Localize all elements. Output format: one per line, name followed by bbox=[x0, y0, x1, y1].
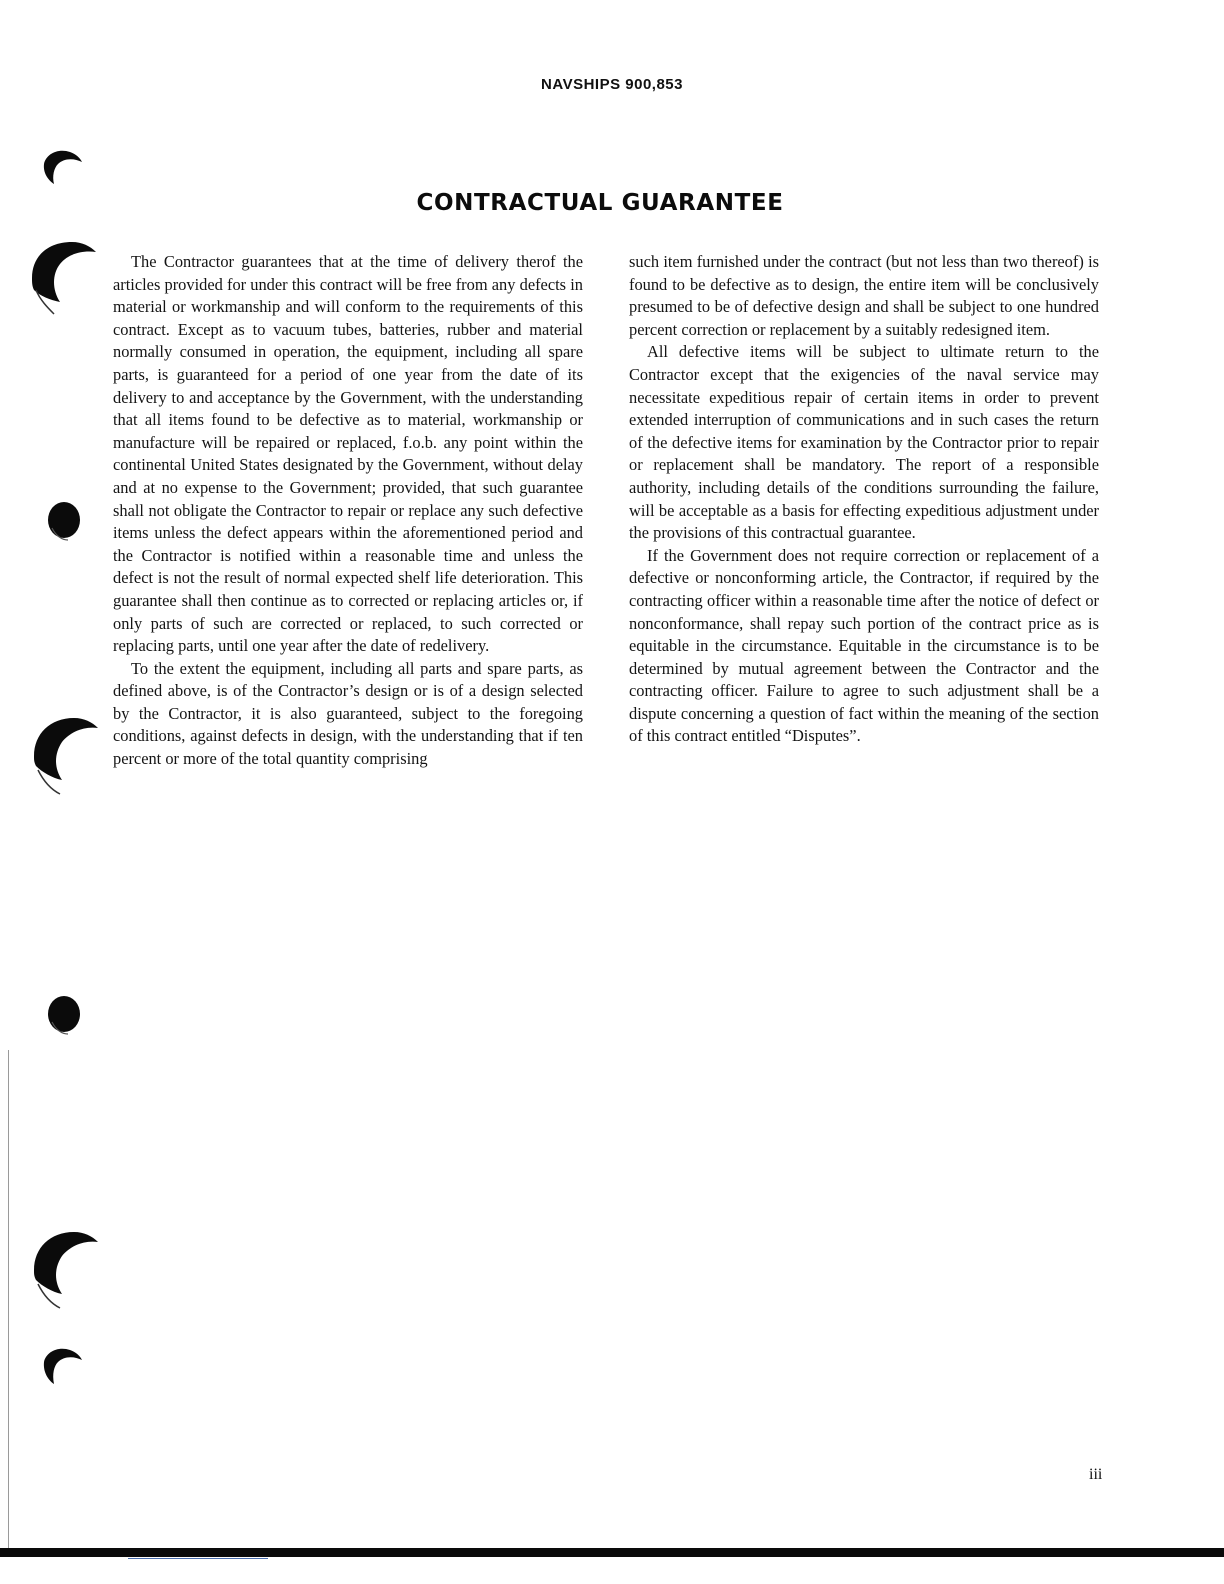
punch-hole-6 bbox=[28, 1228, 100, 1312]
bottom-rule bbox=[0, 1548, 1224, 1557]
punch-hole-7 bbox=[40, 1344, 84, 1388]
bottom-rule-accent bbox=[128, 1558, 268, 1559]
paragraph: All defective items will be subject to ultimate return to the Contractor except that the exigencies of the naval service may necessitate expeditious repair of certain items in order to prevent extended interruption of communications and in such cases the return of the defective items for examination by the Contractor prior to repair or replacement shall be mandatory. The report of a responsible authority, including details of the conditions surrounding the failure, will be acceptable as a basis for effecting expeditious adjustment under the provisions of this contractual guarantee. bbox=[629, 342, 1099, 543]
document-code: NAVSHIPS 900,853 bbox=[541, 76, 683, 93]
scan-edge-line bbox=[8, 1050, 9, 1550]
punch-hole-3 bbox=[44, 498, 84, 542]
punch-hole-1 bbox=[40, 148, 84, 188]
page-title: CONTRACTUAL GUARANTEE bbox=[416, 190, 784, 216]
punch-hole-5 bbox=[44, 992, 84, 1036]
punch-hole-4 bbox=[28, 714, 100, 798]
page-number: iii bbox=[1089, 1466, 1103, 1483]
left-column bbox=[113, 251, 583, 771]
right-column bbox=[629, 251, 1099, 748]
paragraph-continued: such item furnished under the contract (but not less than two thereof) is found to be defective as to design, the entire item will be conclusively presumed to be of defective design and shall be subject to one hundred percent correction or replacement by a suitably redesigned item. bbox=[629, 252, 1099, 339]
punch-hole-2 bbox=[26, 238, 98, 318]
paragraph: To the extent the equipment, including all parts and spare parts, as defined above, is of the Contractor’s design or is of a design selected by the Contractor, it is also guaranteed, subject to the foregoing conditions, against defects in design, with the understanding that if ten percent or more of the total quantity comprising bbox=[113, 658, 583, 769]
paragraph: The Contractor guarantees that at the time of delivery therof the articles provided for under this contract will be free from any defects in material or workmanship and will conform to the requirements of this contract. Except as to vacuum tubes, batteries, rubber and material normally consumed in operation, the equipment, including all spare parts, is guaranteed for a period of one year from the date of its delivery to and acceptance by the Government, with the understanding that all items found to be defective as to material, workmanship or manufacture will be repaired or replaced, f.o.b. any point within the continental United States designated by the Government, without delay and at no expense to the Government; provided, that such guarantee shall not obligate the Contractor to repair or replace any such defective items unless the defect appears within the aforementioned period and the Contractor is notified within a reasonable time and unless the defect is not the result of normal expected shelf life deterioration. This guarantee shall then continue as to corrected or replacing articles or, if only parts of such are corrected or replaced, to such corrected or replacing parts, until one year after the date of redelivery. bbox=[113, 252, 583, 656]
paragraph: If the Government does not require correction or replacement of a defective or nonconforming article, the Contractor, if required by the contracting officer within a reasonable time after the notice of defect or nonconformance, shall repay such portion of the contract price as is equitable in the circumstance. Equitable in the circumstance is to be determined by mutual agreement between the Contractor and the contracting officer. Failure to agree to such adjustment shall be a dispute concerning a question of fact within the meaning of the section of this contract entitled “Disputes”. bbox=[629, 545, 1099, 746]
